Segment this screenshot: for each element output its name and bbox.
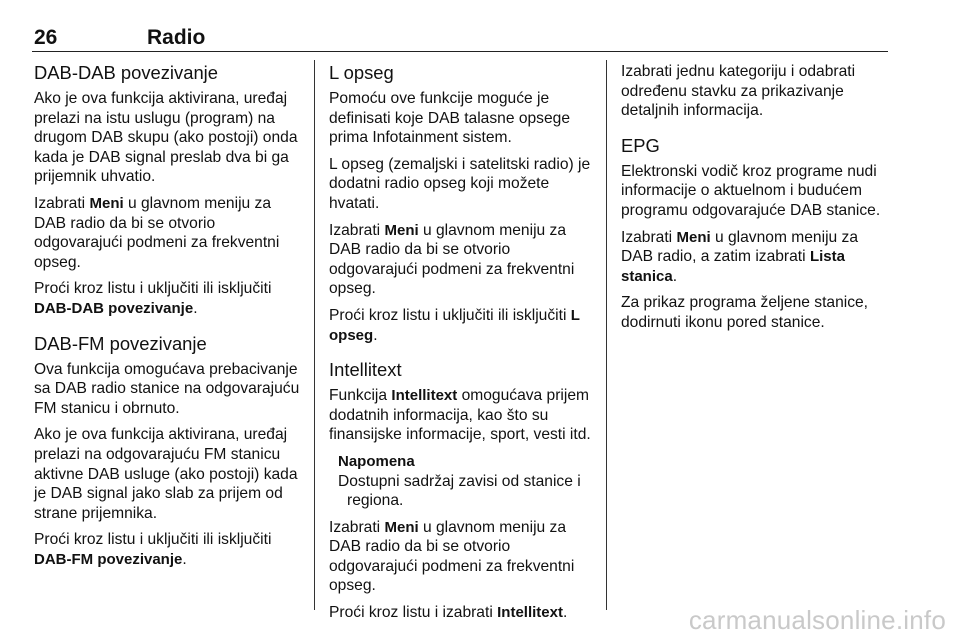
paragraph: Ako je ova funkcija aktivirana, uređaj prelazi na istu uslugu (program) na drugom DAB skupu (ako postoji) onda kada je DAB signal preslab dva bi ga prijemnik uhvatio. (34, 90, 298, 186)
paragraph: Izabrati Meni u glavnom meniju za DAB radio da bi se otvorio odgovarajući podmeni za frekventni opseg. (329, 221, 575, 298)
bold-term: L opseg (329, 306, 580, 344)
column-2 (329, 62, 599, 630)
column-divider-2 (606, 60, 607, 610)
paragraph: Izabrati Meni u glavnom meniju za DAB radio, a zatim izabrati Lista stanica. (621, 228, 859, 285)
paragraph: Proći kroz listu i izabrati Intellitext. (329, 604, 568, 622)
heading-dab-dab: DAB-DAB povezivanje (34, 62, 218, 83)
heading-epg: EPG (621, 134, 660, 156)
paragraph: Proći kroz listu i uključiti ili isključiti DAB-FM povezivanje. (34, 531, 272, 568)
note-text: regiona. (347, 492, 404, 510)
bold-term: Meni (676, 228, 711, 246)
paragraph: Izabrati Meni u glavnom meniju za DAB radio da bi se otvorio odgovarajući podmeni za frekventni opseg. (329, 518, 575, 595)
bold-term: Meni (384, 221, 419, 239)
page-header (32, 26, 886, 50)
bold-term: DAB-FM povezivanje (34, 550, 183, 568)
heading-intellitext: Intellitext (329, 359, 402, 381)
paragraph: Elektronski vodič kroz programe nudi informacije o aktuelnom i budućem programu odgovarajuće DAB stanice. (621, 162, 881, 219)
section-title: Radio (147, 26, 206, 49)
bold-term: Intellitext (497, 604, 563, 622)
bold-term: Meni (384, 518, 419, 536)
paragraph: Pomoću ove funkcije moguće je definisati koje DAB talasne opsege prima Infotainment sistem. (329, 90, 570, 147)
watermark: carmanualsonline.info (688, 605, 946, 635)
page-number: 26 (34, 26, 58, 49)
header-rule (32, 51, 888, 52)
paragraph: Funkcija Intellitext omogućava prijem dodatnih informacija, kao što su finansijske informacije, sport, vesti itd. (329, 387, 591, 444)
note-text: Dostupni sadržaj zavisi od stanice i (338, 472, 581, 490)
column-1 (34, 62, 302, 576)
paragraph: Proći kroz listu i uključiti ili isključiti L opseg. (329, 306, 580, 344)
heading-l-opseg: L opseg (329, 62, 394, 83)
column-3 (621, 62, 889, 340)
column-divider-1 (314, 60, 315, 610)
bold-term: DAB-DAB povezivanje (34, 299, 194, 317)
bold-term: Intellitext (391, 387, 458, 405)
paragraph: Ova funkcija omogućava prebacivanje sa DAB radio stanice na odgovarajuću FM stanicu i obrnuto. (34, 360, 300, 417)
paragraph: Ako je ova funkcija aktivirana, uređaj prelazi na odgovarajuću FM stanicu aktivne DAB usluge (ako postoji) kada je DAB signal jako slab za prijem od strane prijemnika. (34, 426, 298, 522)
note-box (329, 452, 599, 511)
paragraph: Izabrati jednu kategoriju i odabrati određenu stavku za prikazivanje detaljnih informacija. (621, 63, 856, 120)
paragraph: Proći kroz listu i uključiti ili isključiti DAB-DAB povezivanje. (34, 280, 272, 317)
bold-term: Lista stanica (621, 248, 845, 285)
bold-term: Meni (89, 194, 124, 212)
paragraph: L opseg (zemaljski i satelitski radio) je dodatni radio opseg koji možete hvatati. (329, 155, 591, 212)
paragraph: Za prikaz programa željene stanice, dodirnuti ikonu pored stanice. (621, 294, 869, 331)
heading-dab-fm: DAB-FM povezivanje (34, 332, 207, 354)
paragraph: Izabrati Meni u glavnom meniju za DAB radio da bi se otvorio odgovarajući podmeni za frekventni opseg. (34, 194, 280, 271)
note-title: Napomena (338, 452, 415, 470)
